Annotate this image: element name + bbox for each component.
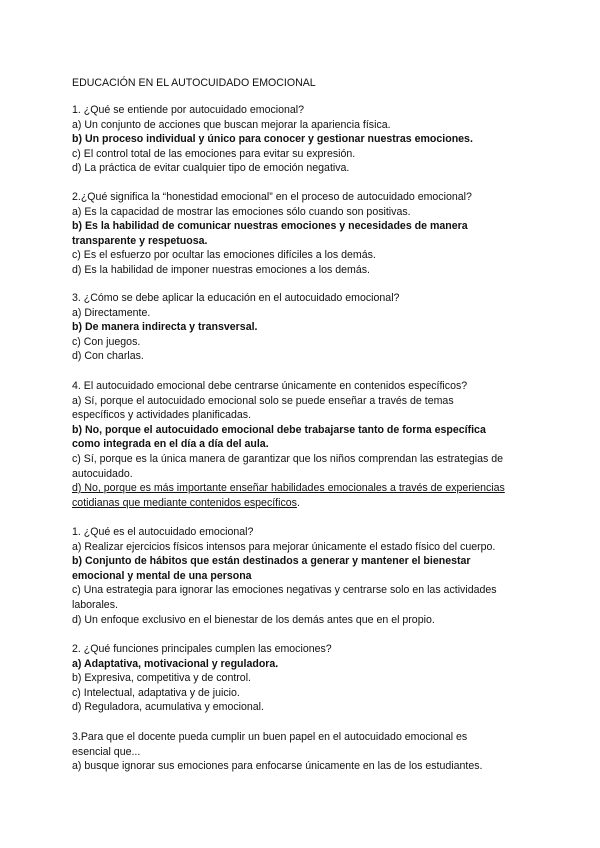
answer-option-c-cont: laborales. [72,598,118,611]
answer-option-a: a) Sí, porque el autocuidado emocional solo se puede enseñar a través de temas [72,394,454,407]
question-text: 4. El autocuidado emocional debe centrarse únicamente en contenidos específicos? [72,380,468,392]
question-text: 2.¿Qué significa la “honestidad emocional” en el proceso de autocuidado emocional? [72,191,472,203]
answer-option-c: c) Sí, porque es la única manera de garantizar que los niños comprendan las estrategias de [72,452,504,465]
answer-option-d-cont [72,496,505,511]
question-block-3 [72,291,399,364]
answer-option-d-underlined: d) No, porque es más importante enseñar habilidades emocionales a través de experiencias [72,482,505,495]
answer-option-d: d) Reguladora, acumulativa y emocional. [72,701,264,714]
question-block-4 [72,379,505,510]
answer-option-b-correct-cont: emocional y mental de una persona [72,569,252,582]
answer-option-b: b) Expresiva, competitiva y de control. [72,672,251,685]
question-block-6 [72,642,332,715]
question-block-5 [72,525,497,627]
answer-option-b-correct: b) Conjunto de hábitos que están destinados a generar y mantener el bienestar [72,555,471,568]
question-block-2 [72,190,472,278]
question-text: 1. ¿Qué se entiende por autocuidado emocional? [72,104,305,116]
question-text: 3.Para que el docente pueda cumplir un buen papel en el autocuidado emocional es [72,731,468,743]
answer-option-c: c) Intelectual, adaptativa y de juicio. [72,686,240,699]
answer-option-b-correct: b) De manera indirecta y transversal. [72,321,258,334]
answer-option-a-cont: específicos y actividades planificadas. [72,409,252,422]
page-title: EDUCACIÓN EN EL AUTOCUIDADO EMOCIONAL [72,77,316,89]
answer-option-c: c) Una estrategia para ignorar las emociones negativas y centrarse solo en las actividades [72,584,497,597]
answer-option-a: a) Directamente. [72,306,151,319]
answer-option-d: d) La práctica de evitar cualquier tipo de emoción negativa. [72,162,350,175]
answer-option-c: c) Es el esfuerzo por ocultar las emociones difíciles a los demás. [72,249,376,262]
question-block-1 [72,103,473,176]
answer-option-a-correct: a) Adaptativa, motivacional y reguladora. [72,657,279,670]
answer-option-c-cont: autocuidado. [72,467,133,480]
question-text: 2. ¿Qué funciones principales cumplen las emociones? [72,643,332,655]
answer-option-c: c) Con juegos. [72,335,141,348]
question-text-cont: esencial que... [72,745,141,758]
answer-option-b-correct: b) No, porque el autocuidado emocional debe trabajarse tanto de forma específica [72,423,486,436]
answer-option-b-correct: b) Un proceso individual y único para conocer y gestionar nuestras emociones. [72,133,473,146]
answer-option-b-correct: b) Es la habilidad de comunicar nuestras emociones y necesidades de manera [72,220,468,233]
question-text: 3. ¿Cómo se debe aplicar la educación en el autocuidado emocional? [72,292,400,304]
answer-option-a: a) Realizar ejercicios físicos intensos para mejorar únicamente el estado físico del cuerpo. [72,540,496,553]
answer-option-b-correct-cont: como integrada en el día a día del aula. [72,438,269,451]
answer-option-a: a) busque ignorar sus emociones para enfocarse únicamente en las de los estudiantes. [72,760,483,773]
answer-option-d-cont-underlined: cotidianas que mediante contenidos específicos [72,496,297,509]
answer-option-d: d) Es la habilidad de imponer nuestras emociones a los demás. [72,263,370,276]
question-text: 1. ¿Qué es el autocuidado emocional? [72,526,254,538]
answer-option-c: c) El control total de las emociones para evitar su expresión. [72,147,356,160]
answer-option-d: d) Con charlas. [72,350,144,363]
question-block-7 [72,730,482,774]
trailing-period: . [296,496,300,509]
answer-option-a: a) Un conjunto de acciones que buscan mejorar la apariencia física. [72,118,391,131]
answer-option-b-correct-cont: transparente y respetuosa. [72,234,208,247]
answer-option-a: a) Es la capacidad de mostrar las emociones sólo cuando son positivas. [72,205,411,218]
answer-option-d: d) Un enfoque exclusivo en el bienestar de los demás antes que en el propio. [72,613,435,626]
